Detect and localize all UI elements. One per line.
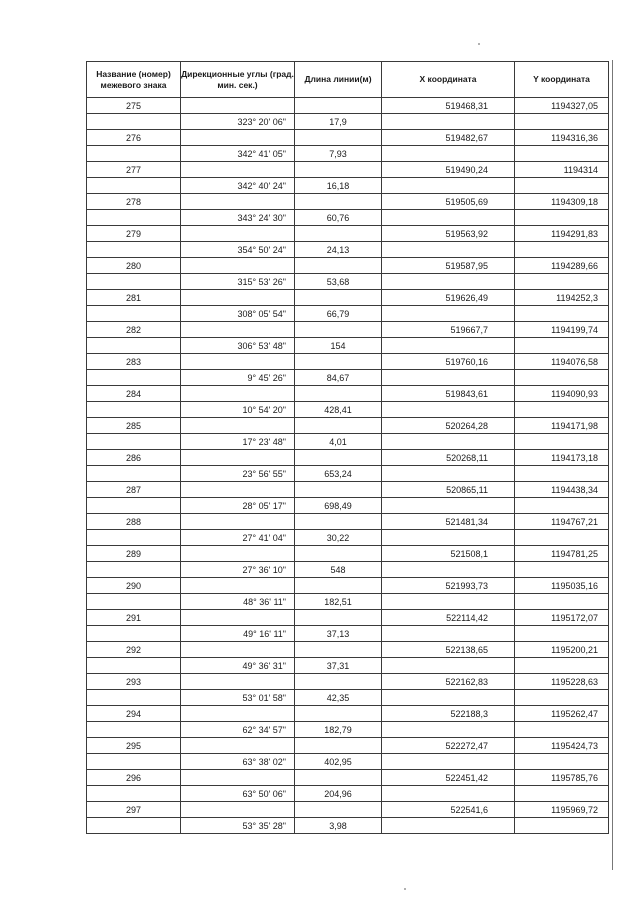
direction-angle: 27° 36' 10" [181,562,295,578]
line-length: 37,31 [295,658,382,674]
line-length-empty [295,578,382,594]
marker-name: 277 [87,162,181,178]
x-coordinate: 520268,11 [382,450,515,466]
line-length: 402,95 [295,754,382,770]
direction-angle-empty [181,162,295,178]
line-length: 4,01 [295,434,382,450]
line-length: 698,49 [295,498,382,514]
y-coordinate: 1194767,21 [515,514,609,530]
segment-row [87,306,609,322]
y-coordinate-empty [515,594,609,610]
point-row [87,482,609,498]
x-coordinate-empty [382,370,515,386]
y-coordinate: 1194090,93 [515,386,609,402]
marker-name: 296 [87,770,181,786]
marker-name: 281 [87,290,181,306]
segment-row [87,626,609,642]
line-length-empty [295,194,382,210]
line-length-empty [295,642,382,658]
y-coordinate-empty [515,146,609,162]
x-coordinate-empty [382,306,515,322]
marker-name: 291 [87,610,181,626]
x-coordinate-empty [382,722,515,738]
y-coordinate: 1195785,76 [515,770,609,786]
line-length-empty [295,770,382,786]
direction-angle: 323° 20' 06" [181,114,295,130]
marker-name: 284 [87,386,181,402]
direction-angle-empty [181,674,295,690]
y-coordinate: 1194171,98 [515,418,609,434]
marker-name: 280 [87,258,181,274]
direction-angle-empty [181,738,295,754]
point-row [87,802,609,818]
x-coordinate-empty [382,338,515,354]
marker-name: 279 [87,226,181,242]
point-row [87,738,609,754]
x-coordinate: 519468,31 [382,98,515,114]
y-coordinate: 1195262,47 [515,706,609,722]
y-coordinate: 1194327,05 [515,98,609,114]
y-coordinate: 1195172,07 [515,610,609,626]
marker-name: 283 [87,354,181,370]
marker-name-empty [87,146,181,162]
y-coordinate: 1194199,74 [515,322,609,338]
line-length-empty [295,802,382,818]
line-length-empty [295,98,382,114]
x-coordinate-empty [382,178,515,194]
line-length-empty [295,386,382,402]
y-coordinate: 1194252,3 [515,290,609,306]
marker-name-empty [87,370,181,386]
x-coordinate-empty [382,114,515,130]
x-coordinate: 521481,34 [382,514,515,530]
point-row [87,162,609,178]
segment-row [87,210,609,226]
x-coordinate: 519482,67 [382,130,515,146]
line-length-empty [295,322,382,338]
direction-angle-empty [181,194,295,210]
line-length-empty [295,354,382,370]
marker-name: 276 [87,130,181,146]
y-coordinate: 1194316,36 [515,130,609,146]
line-length: 60,76 [295,210,382,226]
direction-angle-empty [181,770,295,786]
line-length: 42,35 [295,690,382,706]
y-coordinate-empty [515,338,609,354]
marker-name-empty [87,466,181,482]
page-edge-line [612,60,613,870]
marker-name-empty [87,818,181,834]
x-coordinate: 522138,65 [382,642,515,658]
y-coordinate: 1194314 [515,162,609,178]
direction-angle: 49° 36' 31" [181,658,295,674]
direction-angle-empty [181,386,295,402]
line-length: 653,24 [295,466,382,482]
x-coordinate: 519505,69 [382,194,515,210]
y-coordinate-empty [515,818,609,834]
segment-row [87,338,609,354]
point-row [87,322,609,338]
y-coordinate-empty [515,562,609,578]
x-coordinate-empty [382,626,515,642]
x-coordinate: 519843,61 [382,386,515,402]
direction-angle: 23° 56' 55" [181,466,295,482]
line-length-empty [295,418,382,434]
x-coordinate: 519587,95 [382,258,515,274]
x-coordinate-empty [382,690,515,706]
direction-angle-empty [181,642,295,658]
y-coordinate-empty [515,690,609,706]
x-coordinate: 521508,1 [382,546,515,562]
marker-name: 290 [87,578,181,594]
x-coordinate: 519490,24 [382,162,515,178]
line-length: 182,51 [295,594,382,610]
segment-row [87,722,609,738]
line-length: 154 [295,338,382,354]
point-row [87,290,609,306]
marker-name: 294 [87,706,181,722]
y-coordinate-empty [515,402,609,418]
header-row [87,62,609,98]
marker-name: 287 [87,482,181,498]
direction-angle: 308° 05' 54" [181,306,295,322]
direction-angle-empty [181,450,295,466]
header-marker-name: Название (номер) межевого знака [87,62,181,98]
direction-angle-empty [181,98,295,114]
y-coordinate-empty [515,306,609,322]
y-coordinate: 1194173,18 [515,450,609,466]
direction-angle: 53° 35' 28" [181,818,295,834]
y-coordinate: 1195969,72 [515,802,609,818]
line-length-empty [295,130,382,146]
y-coordinate-empty [515,274,609,290]
x-coordinate-empty [382,498,515,514]
marker-name-empty [87,210,181,226]
x-coordinate: 522541,6 [382,802,515,818]
point-row [87,578,609,594]
segment-row [87,754,609,770]
point-row [87,706,609,722]
direction-angle-empty [181,418,295,434]
marker-name-empty [87,434,181,450]
line-length-empty [295,738,382,754]
line-length-empty [295,290,382,306]
header-x-coordinate: X координата [382,62,515,98]
line-length: 24,13 [295,242,382,258]
y-coordinate-empty [515,466,609,482]
x-coordinate-empty [382,274,515,290]
point-row [87,98,609,114]
x-coordinate-empty [382,562,515,578]
marker-name-empty [87,690,181,706]
direction-angle-empty [181,802,295,818]
direction-angle: 342° 40' 24" [181,178,295,194]
direction-angle: 63° 38' 02" [181,754,295,770]
y-coordinate: 1194781,25 [515,546,609,562]
direction-angle: 315° 53' 26" [181,274,295,290]
direction-angle: 343° 24' 30" [181,210,295,226]
y-coordinate-empty [515,786,609,802]
marker-name-empty [87,626,181,642]
y-coordinate-empty [515,722,609,738]
marker-name: 278 [87,194,181,210]
direction-angle: 53° 01' 58" [181,690,295,706]
y-coordinate-empty [515,658,609,674]
line-length: 37,13 [295,626,382,642]
direction-angle-empty [181,514,295,530]
point-row [87,674,609,690]
line-length-empty [295,226,382,242]
point-row [87,354,609,370]
line-length-empty [295,674,382,690]
marker-name: 282 [87,322,181,338]
x-coordinate: 520865,11 [382,482,515,498]
segment-row [87,434,609,450]
y-coordinate: 1195424,73 [515,738,609,754]
direction-angle: 342° 41' 05" [181,146,295,162]
marker-name-empty [87,594,181,610]
header-line-length: Длина линии(м) [295,62,382,98]
line-length-empty [295,610,382,626]
direction-angle-empty [181,130,295,146]
y-coordinate: 1194309,18 [515,194,609,210]
y-coordinate-empty [515,434,609,450]
marker-name-empty [87,530,181,546]
segment-row [87,498,609,514]
marker-name: 285 [87,418,181,434]
line-length-empty [295,514,382,530]
line-length: 17,9 [295,114,382,130]
marker-name-empty [87,402,181,418]
header-y-coordinate: Y координата [515,62,609,98]
table-body [87,98,609,834]
direction-angle-empty [181,354,295,370]
segment-row [87,690,609,706]
segment-row [87,114,609,130]
direction-angle: 306° 53' 48" [181,338,295,354]
x-coordinate-empty [382,754,515,770]
marker-name-empty [87,754,181,770]
segment-row [87,402,609,418]
direction-angle-empty [181,290,295,306]
x-coordinate: 520264,28 [382,418,515,434]
y-coordinate-empty [515,242,609,258]
x-coordinate-empty [382,818,515,834]
direction-angle-empty [181,578,295,594]
x-coordinate-empty [382,242,515,258]
point-row [87,386,609,402]
direction-angle-empty [181,610,295,626]
marker-name: 295 [87,738,181,754]
boundary-coordinates-table [86,61,609,834]
direction-angle: 48° 36' 11" [181,594,295,610]
y-coordinate-empty [515,626,609,642]
direction-angle-empty [181,706,295,722]
marker-name: 292 [87,642,181,658]
marker-name: 288 [87,514,181,530]
scan-speck [478,43,480,45]
point-row [87,130,609,146]
direction-angle-empty [181,482,295,498]
marker-name-empty [87,562,181,578]
y-coordinate-empty [515,114,609,130]
direction-angle: 354° 50' 24" [181,242,295,258]
line-length-empty [295,258,382,274]
line-length-empty [295,450,382,466]
x-coordinate-empty [382,594,515,610]
segment-row [87,146,609,162]
y-coordinate: 1194438,34 [515,482,609,498]
segment-row [87,530,609,546]
marker-name: 293 [87,674,181,690]
marker-name-empty [87,306,181,322]
line-length-empty [295,162,382,178]
x-coordinate-empty [382,530,515,546]
y-coordinate: 1195035,16 [515,578,609,594]
y-coordinate-empty [515,210,609,226]
line-length: 182,79 [295,722,382,738]
line-length: 16,18 [295,178,382,194]
y-coordinate-empty [515,370,609,386]
x-coordinate: 522188,3 [382,706,515,722]
marker-name-empty [87,338,181,354]
x-coordinate: 519626,49 [382,290,515,306]
segment-row [87,242,609,258]
point-row [87,514,609,530]
point-row [87,610,609,626]
line-length-empty [295,706,382,722]
x-coordinate: 522114,42 [382,610,515,626]
y-coordinate: 1195200,21 [515,642,609,658]
segment-row [87,562,609,578]
x-coordinate: 522162,83 [382,674,515,690]
line-length: 66,79 [295,306,382,322]
direction-angle-empty [181,546,295,562]
segment-row [87,370,609,386]
marker-name-empty [87,114,181,130]
x-coordinate: 519563,92 [382,226,515,242]
segment-row [87,786,609,802]
direction-angle: 62° 34' 57" [181,722,295,738]
marker-name-empty [87,178,181,194]
line-length: 204,96 [295,786,382,802]
y-coordinate-empty [515,754,609,770]
line-length: 30,22 [295,530,382,546]
x-coordinate-empty [382,466,515,482]
x-coordinate-empty [382,786,515,802]
marker-name-empty [87,242,181,258]
y-coordinate: 1194076,58 [515,354,609,370]
direction-angle: 28° 05' 17" [181,498,295,514]
line-length: 84,67 [295,370,382,386]
line-length: 53,68 [295,274,382,290]
direction-angle: 17° 23' 48" [181,434,295,450]
table-header [87,62,609,98]
y-coordinate: 1195228,63 [515,674,609,690]
marker-name: 297 [87,802,181,818]
direction-angle-empty [181,226,295,242]
point-row [87,418,609,434]
direction-angle: 49° 16' 11" [181,626,295,642]
scan-speck [404,888,406,890]
marker-name: 286 [87,450,181,466]
x-coordinate: 519667,7 [382,322,515,338]
marker-name: 289 [87,546,181,562]
header-direction-angle: Дирекционные углы (град. мин. сек.) [181,62,295,98]
direction-angle: 63° 50' 06" [181,786,295,802]
x-coordinate: 522451,42 [382,770,515,786]
line-length: 428,41 [295,402,382,418]
segment-row [87,274,609,290]
x-coordinate-empty [382,210,515,226]
point-row [87,226,609,242]
segment-row [87,594,609,610]
marker-name-empty [87,786,181,802]
direction-angle-empty [181,258,295,274]
line-length: 7,93 [295,146,382,162]
marker-name-empty [87,274,181,290]
x-coordinate: 519760,16 [382,354,515,370]
x-coordinate: 522272,47 [382,738,515,754]
line-length-empty [295,546,382,562]
segment-row [87,818,609,834]
x-coordinate-empty [382,402,515,418]
line-length: 548 [295,562,382,578]
point-row [87,642,609,658]
point-row [87,258,609,274]
segment-row [87,466,609,482]
point-row [87,770,609,786]
segment-row [87,178,609,194]
direction-angle: 27° 41' 04" [181,530,295,546]
marker-name: 275 [87,98,181,114]
direction-angle: 9° 45' 26" [181,370,295,386]
y-coordinate-empty [515,530,609,546]
y-coordinate-empty [515,498,609,514]
x-coordinate: 521993,73 [382,578,515,594]
line-length: 3,98 [295,818,382,834]
y-coordinate-empty [515,178,609,194]
point-row [87,546,609,562]
point-row [87,450,609,466]
x-coordinate-empty [382,434,515,450]
marker-name-empty [87,658,181,674]
segment-row [87,658,609,674]
direction-angle-empty [181,322,295,338]
x-coordinate-empty [382,146,515,162]
y-coordinate: 1194289,66 [515,258,609,274]
direction-angle: 10° 54' 20" [181,402,295,418]
line-length-empty [295,482,382,498]
marker-name-empty [87,498,181,514]
x-coordinate-empty [382,658,515,674]
y-coordinate: 1194291,83 [515,226,609,242]
point-row [87,194,609,210]
marker-name-empty [87,722,181,738]
